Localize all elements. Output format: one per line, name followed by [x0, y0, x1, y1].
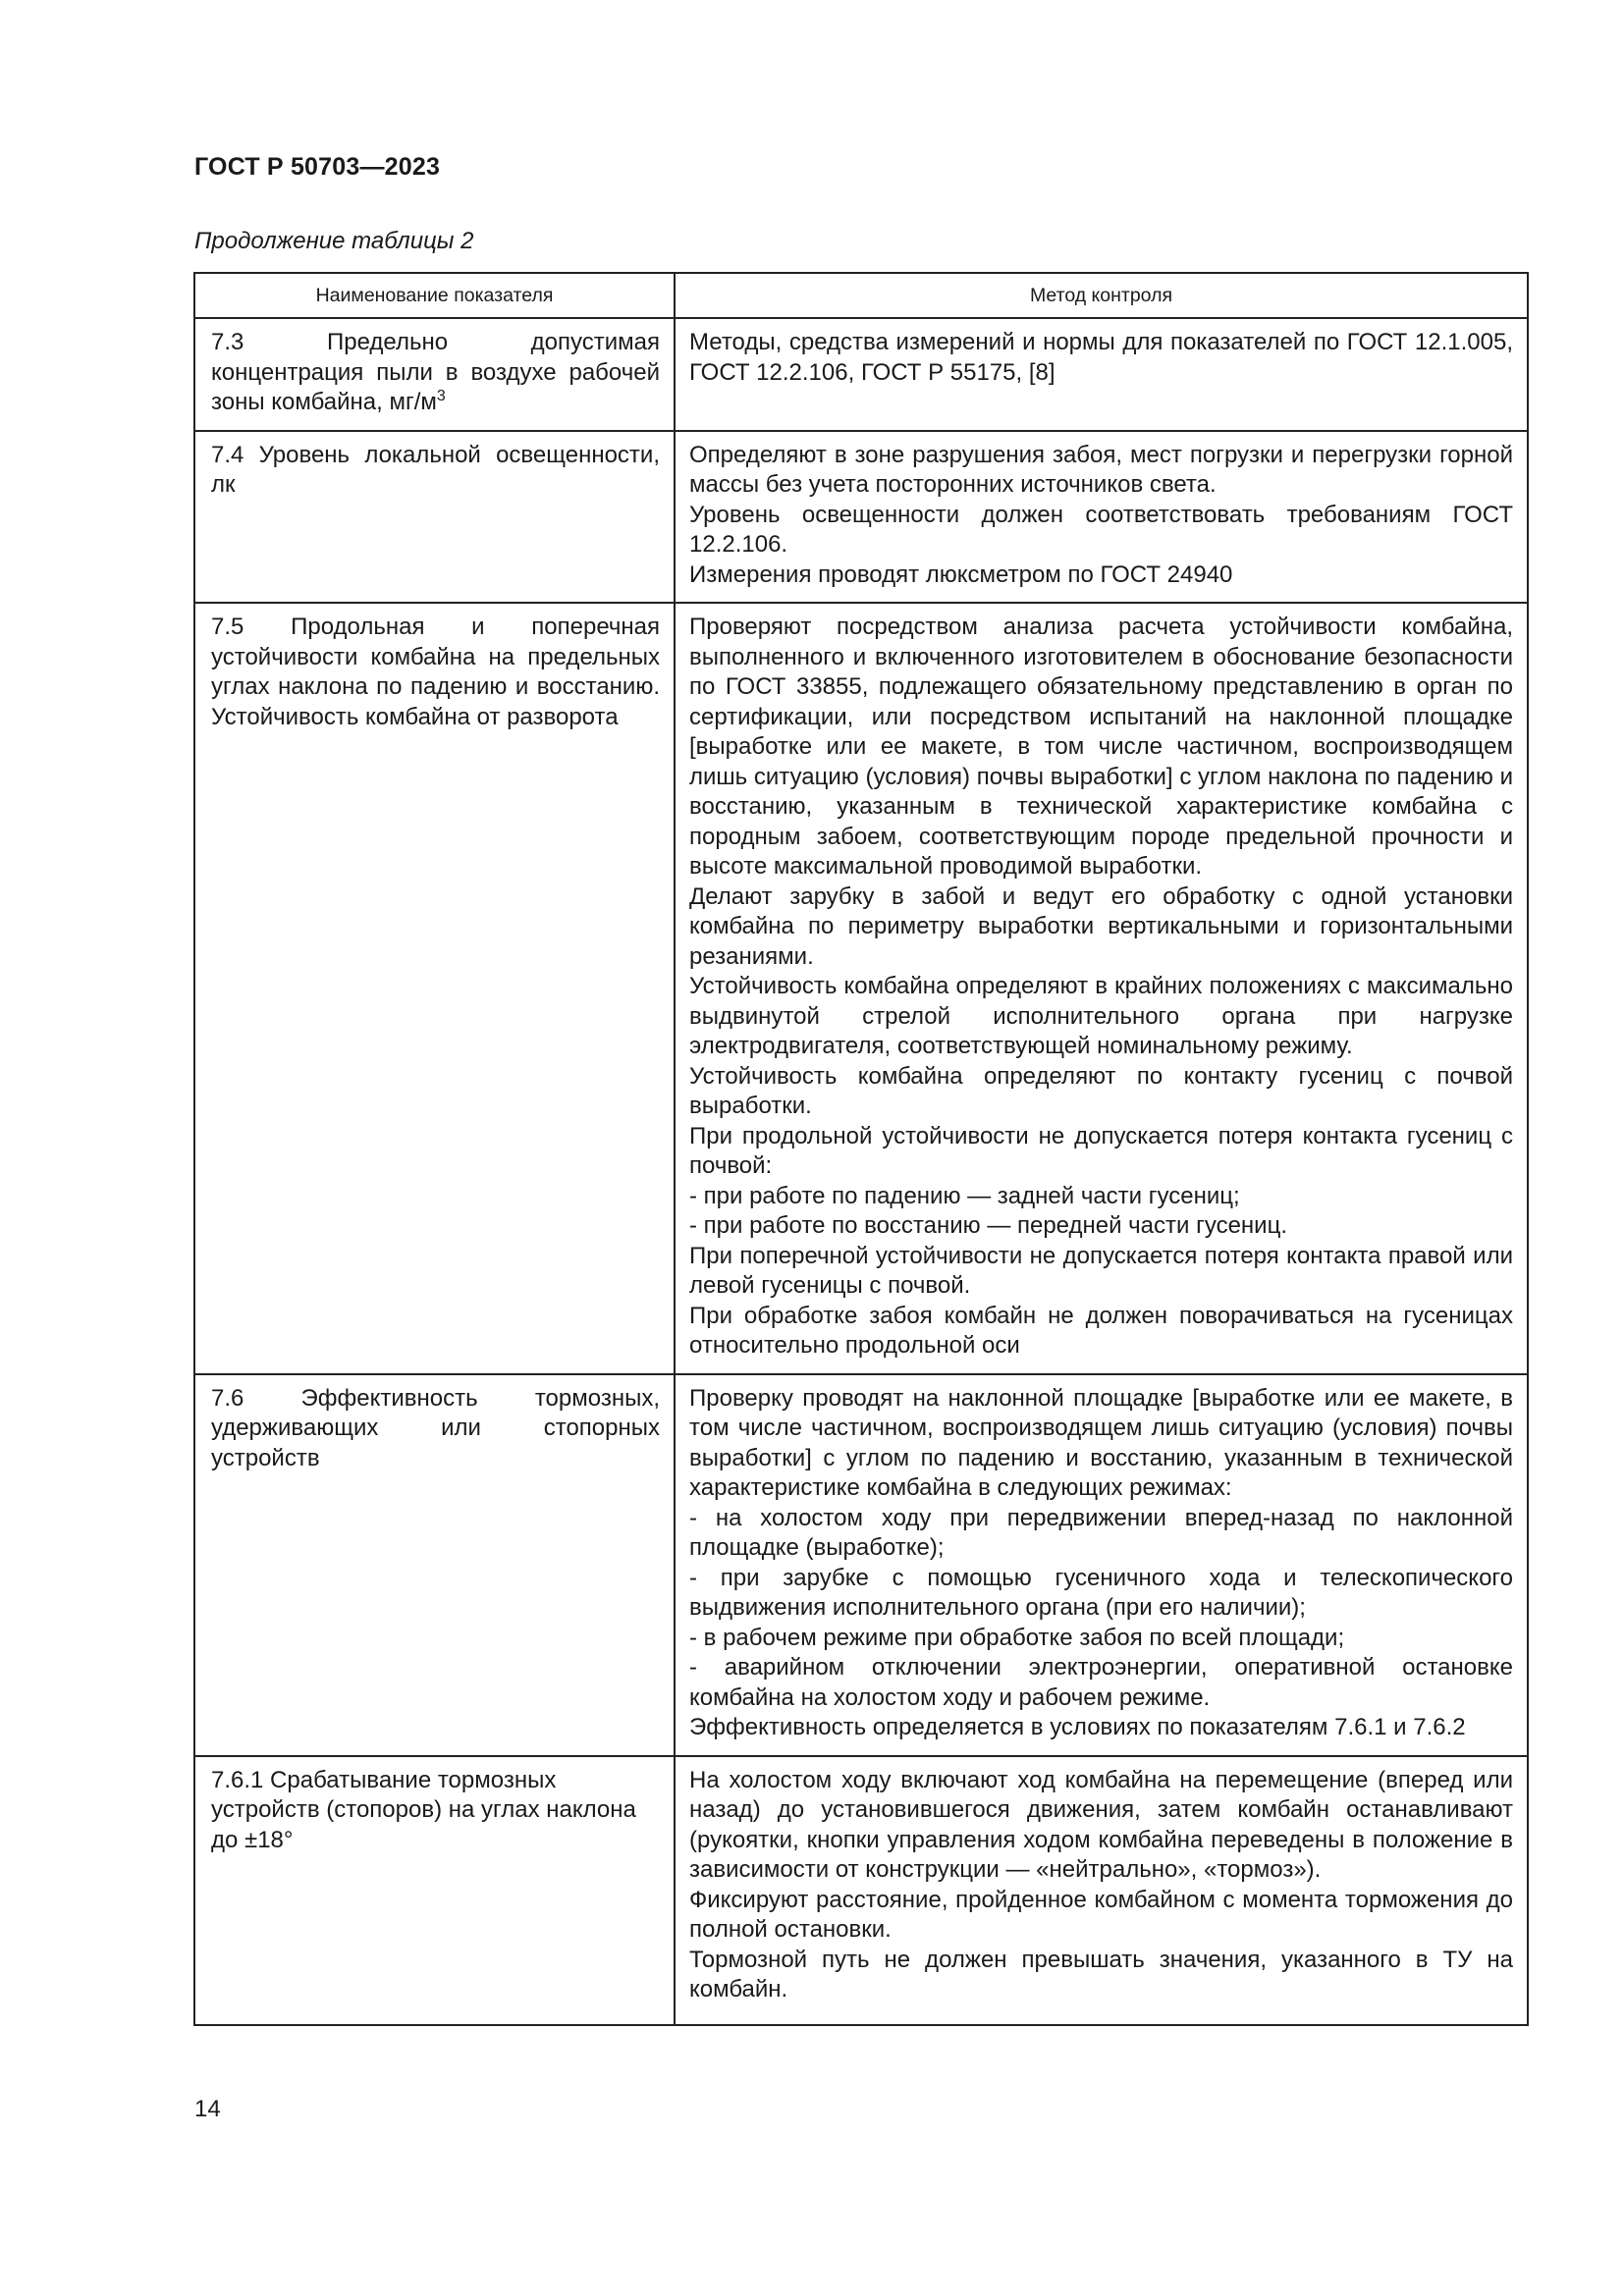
method-paragraph: Определяют в зоне разрушения забоя, мест погрузки и перегрузки горной массы без учета посторонних источников света.: [689, 441, 1513, 498]
method-paragraph: При поперечной устойчивости не допускается потеря контакта правой или левой гусеницы с почвой.: [689, 1242, 1513, 1299]
table-row: [194, 431, 1528, 604]
method-list-item: - аварийном отключении электроэнергии, оперативной остановке комбайна на холостом ходу и рабочем режиме.: [689, 1654, 1513, 1711]
method-list-item: - при работе по восстанию — передней части гусениц.: [689, 1212, 1287, 1239]
indicator-name-line: устройств (стопоров) на углах наклона: [211, 1796, 636, 1823]
method-paragraph: Проверяют посредством анализа расчета устойчивости комбайна, выполненного и включенного изготовителем в обоснование безопасности по ГОСТ 33855, подлежащего обязательному представлению в орган по сертификации, или посредством испытаний на наклонной площадке [выработке или ее макете, в том числе частичном, воспроизводящем лишь ситуацию (условия) почвы выработки] с углом наклона по падению и восстанию, указанным в технической характеристике комбайна с породным забоем, соответствующим породе предельной прочности и высоте максимальной проводимой выработки.: [689, 614, 1513, 880]
table-caption: Продолжение таблицы 2: [194, 228, 474, 254]
table-row: [194, 603, 1528, 1374]
method-paragraph: Методы, средства измерений и нормы для показателей по ГОСТ 12.1.005, ГОСТ 12.2.106, ГОСТ Р 55175, [8]: [689, 329, 1513, 386]
indicator-name-cell: [194, 318, 675, 431]
method-paragraph: Фиксируют расстояние, пройденное комбайном с момента торможения до полной остановки.: [689, 1886, 1513, 1943]
method-paragraph: При продольной устойчивости не допускается потеря контакта гусениц с почвой:: [689, 1122, 1513, 1179]
indicator-name: 7.5 Продольная и поперечная устойчивости комбайна на предельных углах наклона по падению и восстанию. Устойчивость комбайна от разворота: [211, 614, 660, 730]
control-method-cell: [675, 603, 1528, 1374]
indicator-name-line: до ±18°: [211, 1826, 294, 1853]
control-method-cell: [675, 431, 1528, 604]
indicator-name-cell: [194, 1374, 675, 1756]
method-paragraph: Проверку проводят на наклонной площадке [выработке или ее макете, в том числе частичном, воспроизводящем лишь ситуацию (условия) почвы выработки] с углом по падению и восстанию, указанным в технической характеристике комбайна в следующих режимах:: [689, 1384, 1513, 1501]
header-indicator-name: Наименование показателя: [194, 273, 675, 318]
indicator-name: 7.4 Уровень локальной освещенности, лк: [211, 441, 660, 498]
table-row: [194, 318, 1528, 431]
method-paragraph: Эффективность определяется в условиях по показателям 7.6.1 и 7.6.2: [689, 1714, 1466, 1740]
table-header-row: [194, 273, 1528, 318]
method-paragraph: Тормозной путь не должен превышать значения, указанного в ТУ на комбайн.: [689, 1946, 1513, 2002]
control-method-cell: [675, 318, 1528, 431]
method-paragraph: На холостом ходу включают ход комбайна на перемещение (вперед или назад) до установившегося движения, затем комбайн останавливают (рукоятки, кнопки управления ходом комбайна переведены в положение в зависимости от конструкции — «нейтрально», «тормоз»).: [689, 1766, 1513, 1883]
indicator-name-cell: [194, 603, 675, 1374]
control-method-cell: [675, 1756, 1528, 2025]
page-number: 14: [194, 2096, 221, 2122]
indicator-name-cell: [194, 1756, 675, 2025]
indicator-name-line: 7.6.1 Срабатывание тормозных: [211, 1766, 557, 1793]
method-list-item: - при работе по падению — задней части гусениц;: [689, 1182, 1240, 1209]
method-paragraph: При обработке забоя комбайн не должен поворачиваться на гусеницах относительно продольной оси: [689, 1302, 1513, 1359]
method-paragraph: Измерения проводят люксметром по ГОСТ 24940: [689, 561, 1233, 588]
indicator-name: 7.6 Эффективность тормозных, удерживающих или стопорных устройств: [211, 1384, 660, 1471]
method-list-item: - при зарубке с помощью гусеничного хода и телескопического выдвижения исполнительного органа (при его наличии);: [689, 1564, 1513, 1621]
table-row: [194, 1374, 1528, 1756]
table-row: [194, 1756, 1528, 2025]
control-method-cell: [675, 1374, 1528, 1756]
indicators-table: [193, 272, 1529, 2026]
method-paragraph: Делают зарубку в забой и ведут его обработку с одной установки комбайна по периметру выработки вертикальными и горизонтальными резаниями.: [689, 882, 1513, 970]
method-paragraph: Устойчивость комбайна определяют по контакту гусениц с почвой выработки.: [689, 1062, 1513, 1119]
method-paragraph: Уровень освещенности должен соответствовать требованиям ГОСТ 12.2.106.: [689, 501, 1513, 558]
indicator-name: 7.3 Предельно допустимая концентрация пыли в воздухе рабочей зоны комбайна, мг/м: [211, 329, 660, 415]
method-paragraph: Устойчивость комбайна определяют в крайних положениях с максимально выдвинутой стрелой исполнительного органа при нагрузке электродвигателя, соответствующей номинальному режиму.: [689, 973, 1513, 1059]
method-list-item: - в рабочем режиме при обработке забоя по всей площади;: [689, 1624, 1345, 1651]
document-code: ГОСТ Р 50703—2023: [194, 153, 441, 181]
header-control-method: Метод контроля: [675, 273, 1528, 318]
indicator-name-cell: [194, 431, 675, 604]
method-list-item: - на холостом ходу при передвижении вперед-назад по наклонной площадке (выработке);: [689, 1504, 1513, 1561]
superscript: 3: [436, 388, 446, 404]
